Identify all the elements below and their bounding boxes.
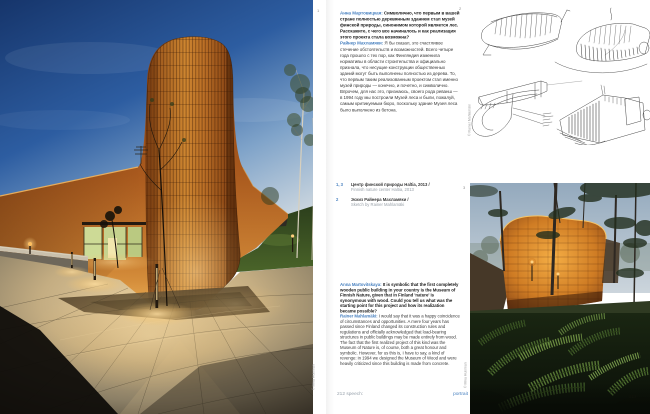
english-question: Anna Martovitskaya: It is symbolic that the first completely wooden public building in your country is the Museum of Finnish Nature, given that in Finland 'nature' is synonymous with wood. Could you tell us what was the starting point for this project and how its realization became possible? xyxy=(340,282,459,314)
photo-credit-right-vertical: © Mika Huisman xyxy=(464,362,468,388)
page-fold xyxy=(326,0,334,414)
sketch-credit-vertical: © Rainer Mahlamäki xyxy=(468,104,472,136)
caption-en: Finnish nature center Haltia, 2013 xyxy=(351,187,414,193)
haltia-dusk-photo-art xyxy=(0,0,313,414)
sketch-drawings xyxy=(455,0,650,145)
russian-question: Анна Мартовицкая: Символично, что первым в вашей стране полностью деревянным зданием стал музей финской природы, синонимом которой является лес. Расскажите, с чего все начиналось и как реализация этого проекта стала возможна? xyxy=(340,10,460,40)
figure-marker-3: 3 xyxy=(463,185,466,190)
caption-row xyxy=(336,182,458,192)
caption-block xyxy=(336,182,458,242)
architect-sketches xyxy=(455,0,650,145)
interviewer-name-en: Anna Martovitskaya: xyxy=(340,282,382,287)
photo-credit-left-vertical: © Mika Huisman xyxy=(312,364,316,390)
caption-en: Sketch by Rainer Mahlamäki xyxy=(351,202,405,208)
haltia-forest-photo xyxy=(470,183,650,414)
caption-row xyxy=(336,197,458,207)
footer-brand: speech: xyxy=(346,391,364,397)
footer-section-label: portrait xyxy=(453,391,468,397)
architect-name-en: Rainer Mahlamäki: xyxy=(340,313,378,319)
caption-ru: Эскиз Райнера Махламяки / xyxy=(351,196,409,202)
architect-name-ru: Райнер Махламяки: xyxy=(340,40,384,46)
footer-page-number-left: 212 xyxy=(337,391,346,397)
haltia-forest-photo-art xyxy=(470,183,650,414)
haltia-dusk-photo xyxy=(0,0,313,414)
caption-ru: Центр финской природы Haltia, 2013 / xyxy=(351,182,430,187)
caption-figure-numbers: 2 xyxy=(336,196,339,202)
figure-marker-2: 2 xyxy=(459,6,462,11)
caption-figure-numbers: 1, 3 xyxy=(336,182,343,187)
russian-answer: Райнер Махламяки: Я бы сказал, это счастливое стечение обстоятельств и возможностей. Всего четыре года прошло с тех пор, как Финляндия изменила нормативы в области строительства и официально признала, что несущие конструкции общественных зданий могут быть выполнены полностью из дерева. То, что первым таким реализованным проектом стал именно музей природы — конечно, и почетно, и символично. Впрочем, для нас это, признаюсь, своего рода реванш — в 1994 году мы построили Музей леса и были, пожалуй, самым критикуемым бюро, поскольку здание Музея леса было выполнено из бетона. xyxy=(340,40,458,113)
figure-marker-1: 1 xyxy=(317,8,320,13)
footer-page-number-right: 213 xyxy=(629,394,637,399)
english-answer: Rainer Mahlamäki: I would say that it was a happy coincidence of circumstances and opportunities. A mere four years has passed since Finland changed its construction rules and regulations and officially acknowledged that load-bearing structures in public buildings may be made entirely from wood. The fact that the first realized project of this kind was the Museum of Nature is, of course, both a great honour and symbolic. However, for us this is, I have to say, a kind of revenge: in 1994 we designed the Museum of Wood and were heavily criticized since this building is made from concrete. xyxy=(340,313,460,366)
interviewer-name-ru: Анна Мартовицкая: xyxy=(340,10,383,16)
